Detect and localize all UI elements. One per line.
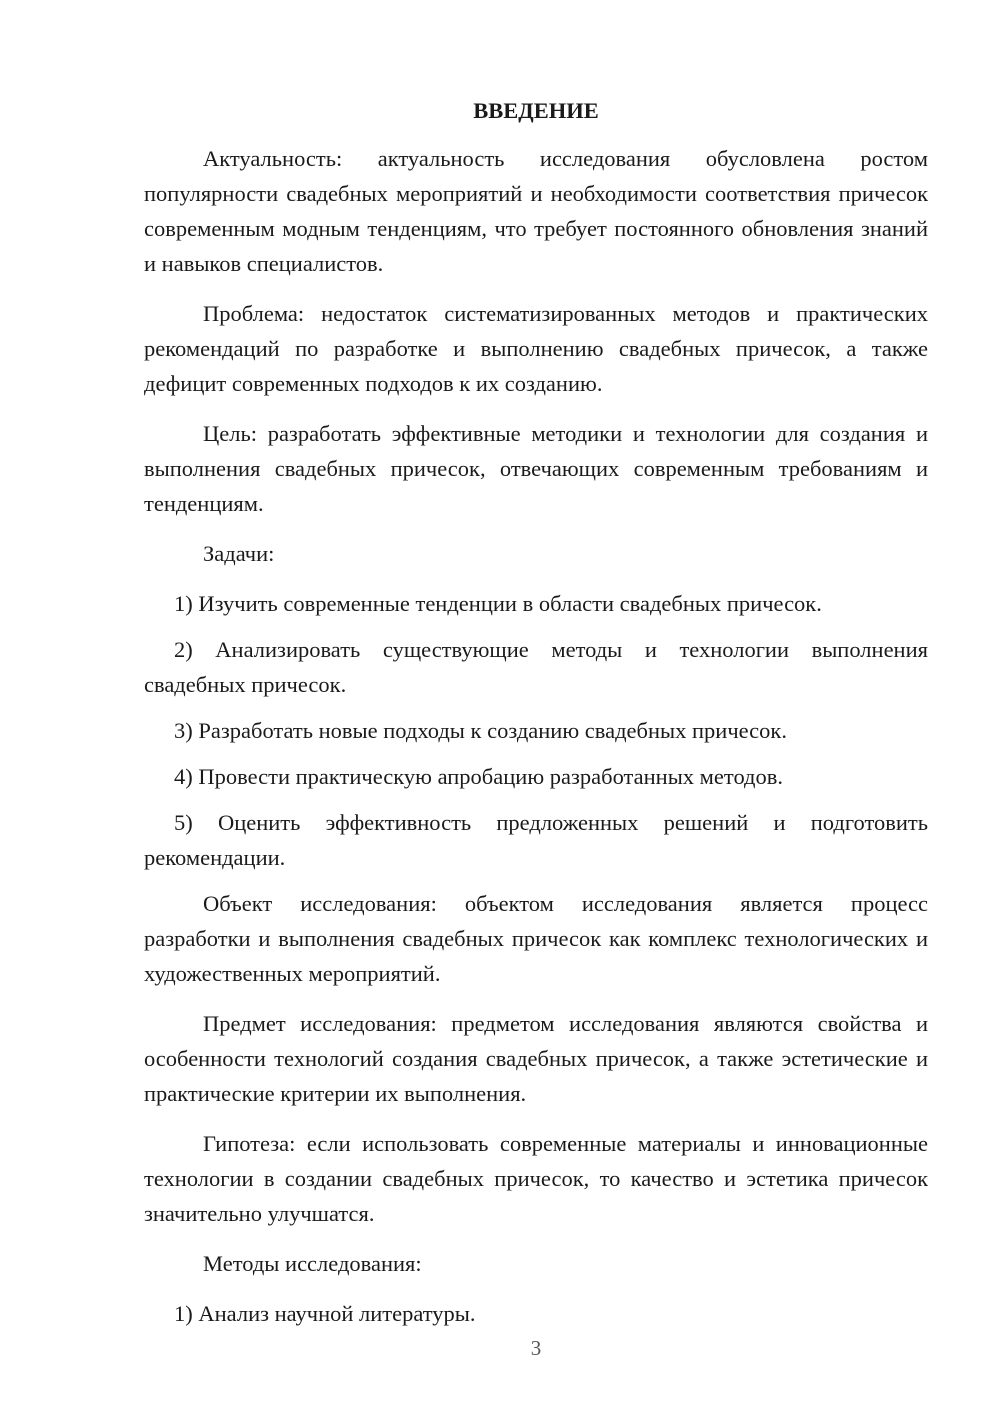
section-heading: ВВЕДЕНИЕ (473, 98, 599, 123)
hypothesis-paragraph: Гипотеза: если использовать современные материалы и инновационные технологии в создании свадебных причесок, то качество и эстетика причесок значительно улучшатся. (144, 1131, 928, 1226)
goal-paragraph: Цель: разработать эффективные методики и технологии для создания и выполнения свадебных причесок, отвечающих современным требованиям и тенденциям. (144, 421, 928, 516)
method-item: 1) Анализ научной литературы. (174, 1301, 476, 1326)
object-paragraph: Объект исследования: объектом исследования является процесс разработки и выполнения свадебных причесок как комплекс технологических и художественных мероприятий. (144, 891, 928, 986)
subject-paragraph: Предмет исследования: предметом исследования являются свойства и особенности технологий создания свадебных причесок, а также эстетические и практические критерии их выполнения. (144, 1011, 928, 1106)
relevance-paragraph: Актуальность: актуальность исследования обусловлена ростом популярности свадебных мероприятий и необходимости соответствия причесок современным модным тенденциям, что требует постоянного обновления знаний и навыков специалистов. (144, 146, 928, 276)
task-item: 2) Анализировать существующие методы и технологии выполнения свадебных причесок. (144, 637, 928, 697)
task-item: 4) Провести практическую апробацию разработанных методов. (174, 764, 783, 789)
page-content (144, 96, 928, 1342)
tasks-label: Задачи: (203, 541, 275, 566)
problem-paragraph: Проблема: недостаток систематизированных методов и практических рекомендаций по разработке и выполнению свадебных причесок, а также дефицит современных подходов к их созданию. (144, 301, 928, 396)
task-item: 5) Оценить эффективность предложенных решений и подготовить рекомендации. (144, 810, 928, 870)
task-item: 3) Разработать новые подходы к созданию свадебных причесок. (174, 718, 787, 743)
page-number: 3 (530, 1336, 542, 1360)
task-item: 1) Изучить современные тенденции в области свадебных причесок. (174, 591, 822, 616)
methods-label: Методы исследования: (203, 1251, 422, 1276)
